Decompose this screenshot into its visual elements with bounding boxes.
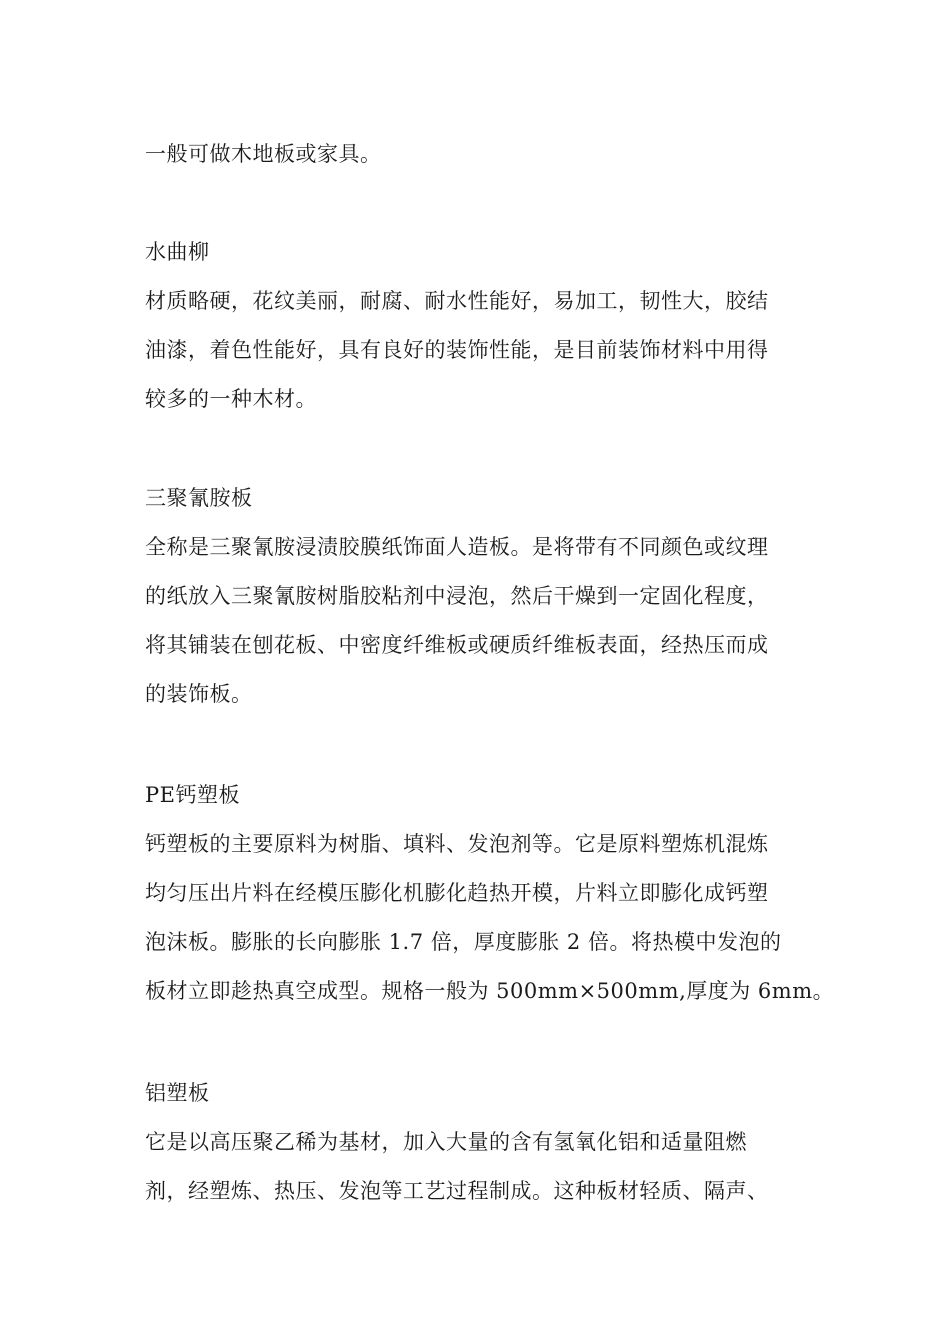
paragraph-line: 泡沫板。膨胀的长向膨胀 1.7 倍，厚度膨胀 2 倍。将热模中发泡的 — [145, 930, 782, 954]
paragraph-line: 钙塑板的主要原料为树脂、填料、发泡剂等。它是原料塑炼机混炼 — [145, 832, 769, 856]
section-title: 三聚氰胺板 — [145, 486, 253, 510]
paragraph-line: 剂，经塑炼、热压、发泡等工艺过程制成。这种板材轻质、隔声、 — [145, 1179, 769, 1203]
section-aluminum-plastic-board — [145, 1069, 815, 1216]
paragraph-line: 材质略硬，花纹美丽，耐腐、耐水性能好，易加工，韧性大，胶结 — [145, 289, 769, 313]
section-melamine-board — [145, 474, 815, 719]
section-title: 水曲柳 — [145, 240, 210, 264]
paragraph-line: 板材立即趁热真空成型。规格一般为 500mm×500mm,厚度为 6mm。 — [145, 979, 835, 1003]
paragraph-line: 的纸放入三聚氰胺树脂胶粘剂中浸泡，然后干燥到一定固化程度， — [145, 584, 769, 608]
intro-paragraph — [145, 130, 815, 179]
paragraph-line: 将其铺装在刨花板、中密度纤维板或硬质纤维板表面，经热压而成 — [145, 633, 769, 657]
section-shuiquliu — [145, 228, 815, 424]
paragraph-line: 较多的一种木材。 — [145, 387, 317, 411]
paragraph-line: 的装饰板。 — [145, 682, 253, 706]
paragraph-line: 它是以高压聚乙稀为基材，加入大量的含有氢氧化铝和适量阻燃 — [145, 1130, 747, 1154]
paragraph-line: 均匀压出片料在经模压膨化机膨化趋热开模，片料立即膨化成钙塑 — [145, 881, 769, 905]
section-pe-calcium-plastic-board — [145, 771, 835, 1016]
paragraph-line: 全称是三聚氰胺浸渍胶膜纸饰面人造板。是将带有不同颜色或纹理 — [145, 535, 769, 559]
section-title: PE钙塑板 — [145, 783, 240, 807]
paragraph-line: 油漆，着色性能好，具有良好的装饰性能，是目前装饰材料中用得 — [145, 338, 769, 362]
section-title: 铝塑板 — [145, 1081, 210, 1105]
paragraph-line: 一般可做木地板或家具。 — [145, 142, 382, 166]
